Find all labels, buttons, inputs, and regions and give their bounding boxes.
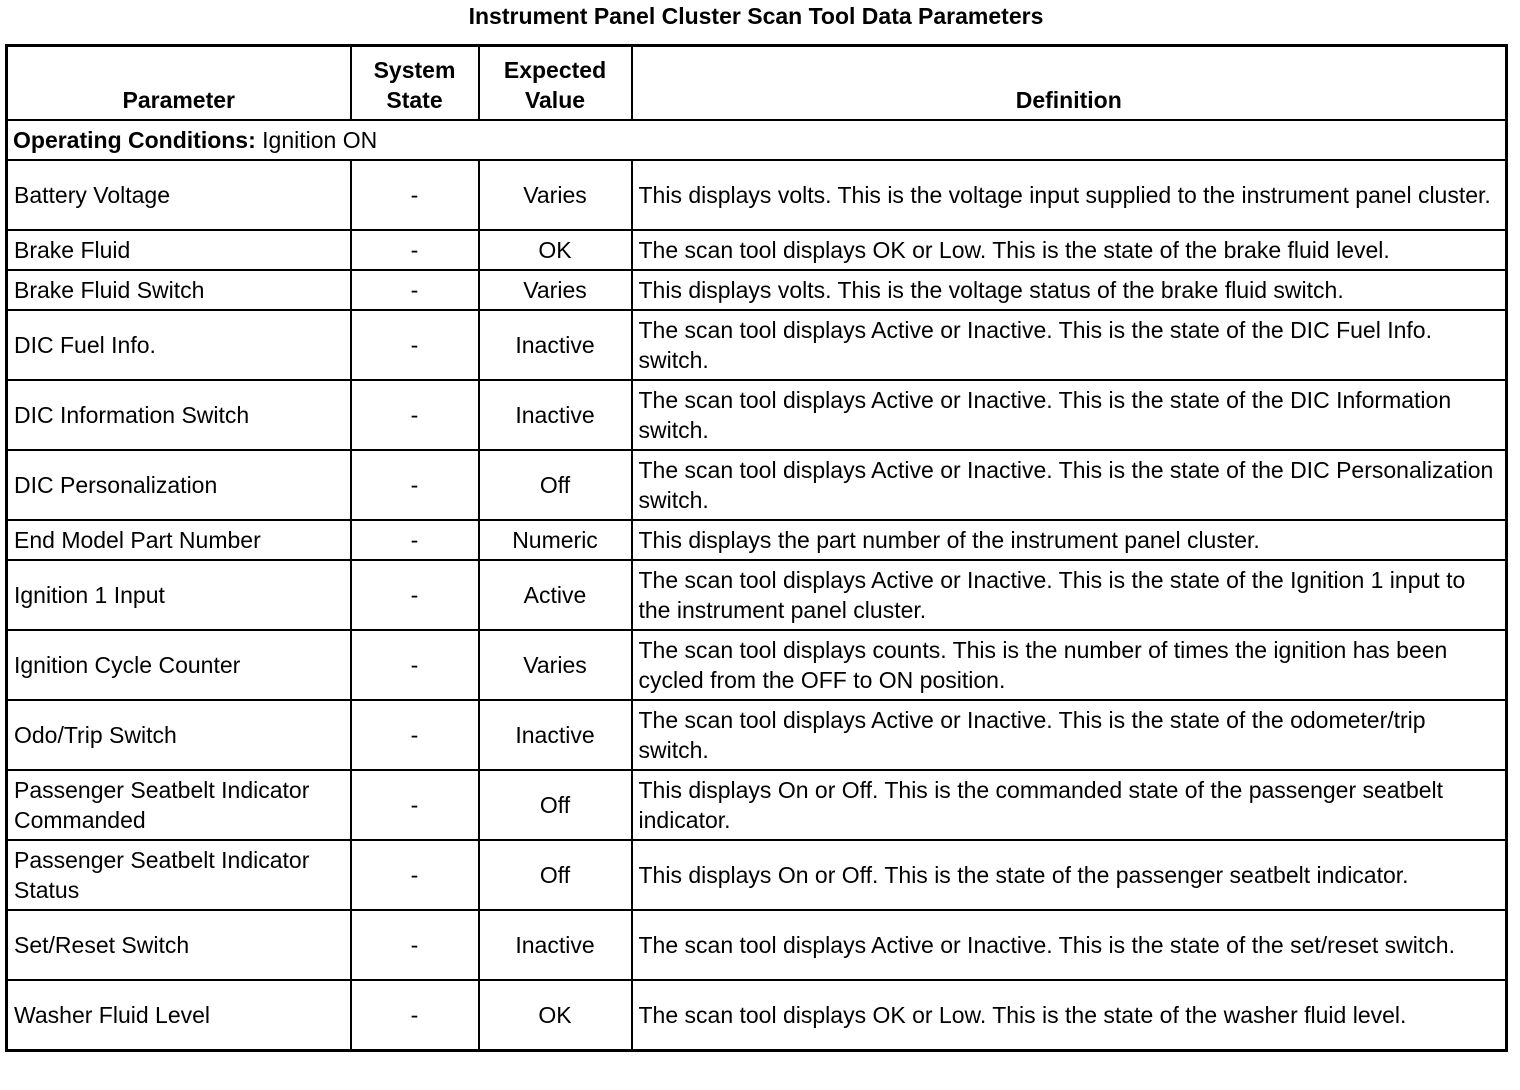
- table-row: [7, 270, 1507, 310]
- definition-cell: The scan tool displays counts. This is the number of times the ignition has been cycled from the OFF to ON position.: [632, 630, 1507, 700]
- table-row: [7, 160, 1507, 230]
- header-definition: [632, 46, 1507, 121]
- definition-cell: The scan tool displays Active or Inactive. This is the state of the Ignition 1 input to the instrument panel cluster.: [632, 560, 1507, 630]
- system-state-cell: -: [351, 910, 479, 980]
- system-state-cell: -: [351, 980, 479, 1051]
- parameter-cell: Ignition Cycle Counter: [7, 630, 351, 700]
- parameter-cell: Set/Reset Switch: [7, 910, 351, 980]
- header-parameter: [7, 46, 351, 121]
- document-title: Instrument Panel Cluster Scan Tool Data Parameters: [468, 3, 1044, 29]
- expected-value-cell: Inactive: [479, 700, 632, 770]
- expected-value-cell: Off: [479, 840, 632, 910]
- definition-cell: The scan tool displays Active or Inactive. This is the state of the DIC Personalization switch.: [632, 450, 1507, 520]
- expected-value-cell: Varies: [479, 270, 632, 310]
- parameter-cell: Brake Fluid Switch: [7, 270, 351, 310]
- header-row: [7, 46, 1507, 121]
- parameter-cell: Passenger Seatbelt Indicator Commanded: [7, 770, 351, 840]
- parameter-cell: DIC Fuel Info.: [7, 310, 351, 380]
- system-state-cell: -: [351, 160, 479, 230]
- definition-cell: This displays volts. This is the voltage status of the brake fluid switch.: [632, 270, 1507, 310]
- operating-conditions-value: Ignition ON: [255, 127, 378, 153]
- system-state-cell: -: [351, 310, 479, 380]
- operating-conditions-cell: [7, 120, 1507, 160]
- table-row: [7, 630, 1507, 700]
- expected-value-cell: Inactive: [479, 380, 632, 450]
- parameter-cell: Battery Voltage: [7, 160, 351, 230]
- parameter-cell: Brake Fluid: [7, 230, 351, 270]
- definition-cell: The scan tool displays Active or Inactive. This is the state of the odometer/trip switch.: [632, 700, 1507, 770]
- table-row: [7, 980, 1507, 1051]
- table-row: [7, 560, 1507, 630]
- table-row: [7, 380, 1507, 450]
- definition-cell: This displays On or Off. This is the commanded state of the passenger seatbelt indicator.: [632, 770, 1507, 840]
- table-row: [7, 700, 1507, 770]
- definition-cell: This displays the part number of the instrument panel cluster.: [632, 520, 1507, 560]
- system-state-cell: -: [351, 380, 479, 450]
- scan-tool-data-table: [5, 44, 1508, 1052]
- header-definition-label: Definition: [1015, 87, 1122, 113]
- parameter-cell: Washer Fluid Level: [7, 980, 351, 1051]
- expected-value-cell: Varies: [479, 630, 632, 700]
- expected-value-cell: Inactive: [479, 310, 632, 380]
- definition-cell: The scan tool displays Active or Inactive. This is the state of the DIC Information switch.: [632, 380, 1507, 450]
- system-state-cell: -: [351, 840, 479, 910]
- header-system-state-line2: State: [386, 87, 443, 113]
- parameter-cell: DIC Personalization: [7, 450, 351, 520]
- definition-cell: The scan tool displays Active or Inactive. This is the state of the set/reset switch.: [632, 910, 1507, 980]
- system-state-cell: -: [351, 700, 479, 770]
- expected-value-cell: Varies: [479, 160, 632, 230]
- expected-value-cell: OK: [479, 980, 632, 1051]
- expected-value-cell: Off: [479, 450, 632, 520]
- definition-cell: The scan tool displays OK or Low. This is the state of the washer fluid level.: [632, 980, 1507, 1051]
- system-state-cell: -: [351, 770, 479, 840]
- parameter-cell: Odo/Trip Switch: [7, 700, 351, 770]
- system-state-cell: -: [351, 450, 479, 520]
- table-row: [7, 230, 1507, 270]
- system-state-cell: -: [351, 560, 479, 630]
- parameter-cell: Passenger Seatbelt Indicator Status: [7, 840, 351, 910]
- system-state-cell: -: [351, 520, 479, 560]
- system-state-cell: -: [351, 630, 479, 700]
- expected-value-cell: Numeric: [479, 520, 632, 560]
- table-row: [7, 840, 1507, 910]
- parameter-cell: End Model Part Number: [7, 520, 351, 560]
- operating-conditions-label: Operating Conditions:: [13, 127, 256, 153]
- header-expected-value-line2: Value: [524, 87, 586, 113]
- parameter-cell: Ignition 1 Input: [7, 560, 351, 630]
- expected-value-cell: OK: [479, 230, 632, 270]
- table-row: [7, 770, 1507, 840]
- table-row: [7, 910, 1507, 980]
- table-row: [7, 310, 1507, 380]
- header-system-state: [351, 46, 479, 121]
- definition-cell: The scan tool displays Active or Inactive. This is the state of the DIC Fuel Info. switch.: [632, 310, 1507, 380]
- table-row: [7, 450, 1507, 520]
- expected-value-cell: Off: [479, 770, 632, 840]
- definition-cell: This displays volts. This is the voltage input supplied to the instrument panel cluster.: [632, 160, 1507, 230]
- parameter-cell: DIC Information Switch: [7, 380, 351, 450]
- header-parameter-label: Parameter: [122, 87, 236, 113]
- header-expected-value: [479, 46, 632, 121]
- header-system-state-line1: System: [373, 57, 456, 83]
- expected-value-cell: Active: [479, 560, 632, 630]
- header-expected-value-line1: Expected: [503, 57, 607, 83]
- operating-conditions-row: [7, 120, 1507, 160]
- system-state-cell: -: [351, 270, 479, 310]
- expected-value-cell: Inactive: [479, 910, 632, 980]
- definition-cell: This displays On or Off. This is the state of the passenger seatbelt indicator.: [632, 840, 1507, 910]
- definition-cell: The scan tool displays OK or Low. This is the state of the brake fluid level.: [632, 230, 1507, 270]
- table-row: [7, 520, 1507, 560]
- system-state-cell: -: [351, 230, 479, 270]
